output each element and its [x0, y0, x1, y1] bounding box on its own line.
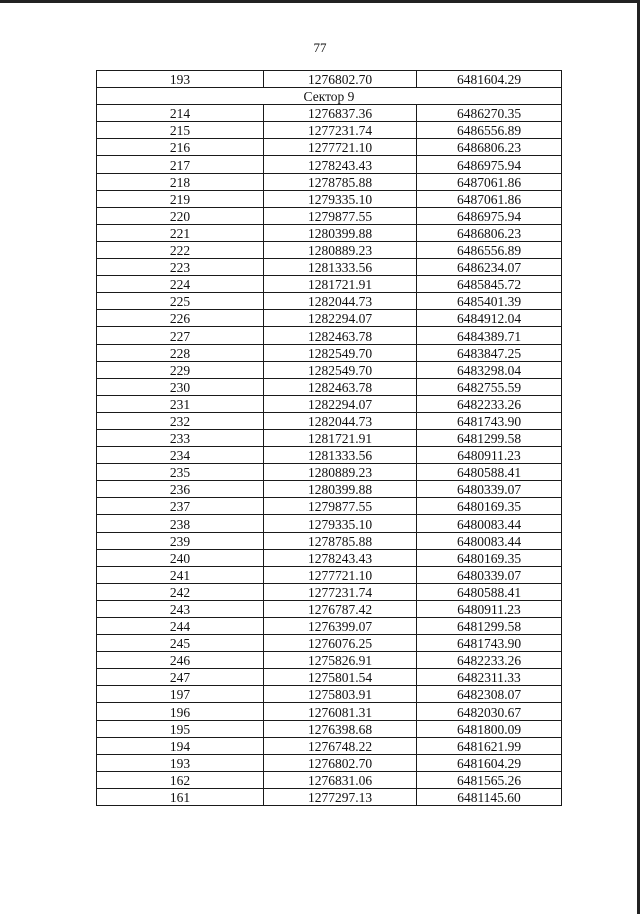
x-coordinate-cell: 1276081.31 [264, 703, 417, 720]
table-row [97, 686, 562, 703]
y-coordinate-cell: 6484912.04 [417, 310, 562, 327]
table-row [97, 293, 562, 310]
point-number-cell: 233 [97, 429, 264, 446]
table-row [97, 105, 562, 122]
table-row [97, 549, 562, 566]
x-coordinate-cell: 1278243.43 [264, 549, 417, 566]
y-coordinate-cell: 6486556.89 [417, 122, 562, 139]
point-number-cell: 239 [97, 532, 264, 549]
point-number-cell: 229 [97, 361, 264, 378]
point-number-cell: 230 [97, 378, 264, 395]
y-coordinate-cell: 6481565.26 [417, 771, 562, 788]
x-coordinate-cell: 1282463.78 [264, 327, 417, 344]
point-number-cell: 193 [97, 71, 264, 88]
table-row [97, 259, 562, 276]
point-number-cell: 216 [97, 139, 264, 156]
x-coordinate-cell: 1277721.10 [264, 566, 417, 583]
x-coordinate-cell: 1278243.43 [264, 156, 417, 173]
sector-label: Сектор 9 [97, 88, 562, 105]
y-coordinate-cell: 6482233.26 [417, 395, 562, 412]
scan-edge-top [0, 0, 640, 3]
table-row [97, 71, 562, 88]
x-coordinate-cell: 1275803.91 [264, 686, 417, 703]
table-row [97, 310, 562, 327]
y-coordinate-cell: 6487061.86 [417, 190, 562, 207]
point-number-cell: 238 [97, 515, 264, 532]
table-row [97, 566, 562, 583]
table-row [97, 378, 562, 395]
table-row [97, 361, 562, 378]
x-coordinate-cell: 1279877.55 [264, 498, 417, 515]
table-row [97, 583, 562, 600]
table-row [97, 344, 562, 361]
point-number-cell: 161 [97, 788, 264, 805]
x-coordinate-cell: 1277297.13 [264, 788, 417, 805]
x-coordinate-cell: 1276398.68 [264, 720, 417, 737]
y-coordinate-cell: 6486806.23 [417, 224, 562, 241]
point-number-cell: 223 [97, 259, 264, 276]
point-number-cell: 217 [97, 156, 264, 173]
y-coordinate-cell: 6481299.58 [417, 618, 562, 635]
table-row [97, 241, 562, 258]
table-row [97, 327, 562, 344]
y-coordinate-cell: 6481800.09 [417, 720, 562, 737]
x-coordinate-cell: 1277721.10 [264, 139, 417, 156]
x-coordinate-cell: 1278785.88 [264, 532, 417, 549]
point-number-cell: 194 [97, 737, 264, 754]
point-number-cell: 231 [97, 395, 264, 412]
x-coordinate-cell: 1282294.07 [264, 395, 417, 412]
table-row [97, 788, 562, 805]
table-row [97, 720, 562, 737]
point-number-cell: 246 [97, 652, 264, 669]
point-number-cell: 228 [97, 344, 264, 361]
x-coordinate-cell: 1281333.56 [264, 447, 417, 464]
point-number-cell: 162 [97, 771, 264, 788]
point-number-cell: 237 [97, 498, 264, 515]
table-row [97, 122, 562, 139]
x-coordinate-cell: 1280399.88 [264, 224, 417, 241]
point-number-cell: 242 [97, 583, 264, 600]
y-coordinate-cell: 6480339.07 [417, 481, 562, 498]
point-number-cell: 241 [97, 566, 264, 583]
x-coordinate-cell: 1276837.36 [264, 105, 417, 122]
table-row [97, 156, 562, 173]
x-coordinate-cell: 1279877.55 [264, 207, 417, 224]
point-number-cell: 225 [97, 293, 264, 310]
point-number-cell: 193 [97, 754, 264, 771]
x-coordinate-cell: 1282549.70 [264, 344, 417, 361]
x-coordinate-cell: 1278785.88 [264, 173, 417, 190]
coordinates-table [96, 70, 562, 806]
y-coordinate-cell: 6480588.41 [417, 583, 562, 600]
y-coordinate-cell: 6481604.29 [417, 71, 562, 88]
coordinates-table-body [97, 71, 562, 806]
table-row [97, 412, 562, 429]
point-number-cell: 236 [97, 481, 264, 498]
table-row [97, 652, 562, 669]
point-number-cell: 227 [97, 327, 264, 344]
table-row [97, 754, 562, 771]
y-coordinate-cell: 6480339.07 [417, 566, 562, 583]
x-coordinate-cell: 1282294.07 [264, 310, 417, 327]
table-row [97, 515, 562, 532]
y-coordinate-cell: 6480083.44 [417, 532, 562, 549]
y-coordinate-cell: 6480169.35 [417, 498, 562, 515]
x-coordinate-cell: 1282044.73 [264, 412, 417, 429]
x-coordinate-cell: 1282463.78 [264, 378, 417, 395]
point-number-cell: 219 [97, 190, 264, 207]
y-coordinate-cell: 6482233.26 [417, 652, 562, 669]
point-number-cell: 235 [97, 464, 264, 481]
y-coordinate-cell: 6481145.60 [417, 788, 562, 805]
x-coordinate-cell: 1281721.91 [264, 429, 417, 446]
y-coordinate-cell: 6480169.35 [417, 549, 562, 566]
x-coordinate-cell: 1275826.91 [264, 652, 417, 669]
table-row [97, 395, 562, 412]
y-coordinate-cell: 6480083.44 [417, 515, 562, 532]
table-row [97, 635, 562, 652]
point-number-cell: 226 [97, 310, 264, 327]
point-number-cell: 215 [97, 122, 264, 139]
x-coordinate-cell: 1280399.88 [264, 481, 417, 498]
x-coordinate-cell: 1276399.07 [264, 618, 417, 635]
x-coordinate-cell: 1279335.10 [264, 515, 417, 532]
table-row [97, 618, 562, 635]
point-number-cell: 222 [97, 241, 264, 258]
y-coordinate-cell: 6485401.39 [417, 293, 562, 310]
y-coordinate-cell: 6486806.23 [417, 139, 562, 156]
x-coordinate-cell: 1276787.42 [264, 600, 417, 617]
table-row [97, 207, 562, 224]
point-number-cell: 247 [97, 669, 264, 686]
y-coordinate-cell: 6481621.99 [417, 737, 562, 754]
table-row [97, 139, 562, 156]
table-row [97, 190, 562, 207]
x-coordinate-cell: 1276802.70 [264, 71, 417, 88]
table-row [97, 532, 562, 549]
x-coordinate-cell: 1275801.54 [264, 669, 417, 686]
x-coordinate-cell: 1280889.23 [264, 464, 417, 481]
point-number-cell: 195 [97, 720, 264, 737]
y-coordinate-cell: 6482308.07 [417, 686, 562, 703]
y-coordinate-cell: 6481604.29 [417, 754, 562, 771]
x-coordinate-cell: 1281333.56 [264, 259, 417, 276]
table-row [97, 703, 562, 720]
y-coordinate-cell: 6486270.35 [417, 105, 562, 122]
point-number-cell: 214 [97, 105, 264, 122]
y-coordinate-cell: 6487061.86 [417, 173, 562, 190]
y-coordinate-cell: 6486975.94 [417, 156, 562, 173]
table-row [97, 224, 562, 241]
x-coordinate-cell: 1276748.22 [264, 737, 417, 754]
y-coordinate-cell: 6483847.25 [417, 344, 562, 361]
y-coordinate-cell: 6482755.59 [417, 378, 562, 395]
point-number-cell: 243 [97, 600, 264, 617]
x-coordinate-cell: 1280889.23 [264, 241, 417, 258]
table-row [97, 447, 562, 464]
y-coordinate-cell: 6480588.41 [417, 464, 562, 481]
table-row [97, 276, 562, 293]
page-number: 77 [313, 40, 327, 55]
point-number-cell: 240 [97, 549, 264, 566]
table-row [97, 771, 562, 788]
point-number-cell: 232 [97, 412, 264, 429]
point-number-cell: 221 [97, 224, 264, 241]
table-row [97, 600, 562, 617]
y-coordinate-cell: 6486234.07 [417, 259, 562, 276]
y-coordinate-cell: 6480911.23 [417, 600, 562, 617]
y-coordinate-cell: 6481743.90 [417, 412, 562, 429]
x-coordinate-cell: 1277231.74 [264, 583, 417, 600]
y-coordinate-cell: 6480911.23 [417, 447, 562, 464]
x-coordinate-cell: 1282044.73 [264, 293, 417, 310]
point-number-cell: 197 [97, 686, 264, 703]
x-coordinate-cell: 1281721.91 [264, 276, 417, 293]
x-coordinate-cell: 1277231.74 [264, 122, 417, 139]
y-coordinate-cell: 6486975.94 [417, 207, 562, 224]
sector-header-row [97, 88, 562, 105]
point-number-cell: 244 [97, 618, 264, 635]
y-coordinate-cell: 6486556.89 [417, 241, 562, 258]
point-number-cell: 224 [97, 276, 264, 293]
x-coordinate-cell: 1276802.70 [264, 754, 417, 771]
point-number-cell: 234 [97, 447, 264, 464]
point-number-cell: 218 [97, 173, 264, 190]
table-row [97, 669, 562, 686]
x-coordinate-cell: 1279335.10 [264, 190, 417, 207]
table-row [97, 173, 562, 190]
y-coordinate-cell: 6482030.67 [417, 703, 562, 720]
table-row [97, 481, 562, 498]
y-coordinate-cell: 6485845.72 [417, 276, 562, 293]
x-coordinate-cell: 1276076.25 [264, 635, 417, 652]
y-coordinate-cell: 6481299.58 [417, 429, 562, 446]
point-number-cell: 196 [97, 703, 264, 720]
x-coordinate-cell: 1276831.06 [264, 771, 417, 788]
point-number-cell: 245 [97, 635, 264, 652]
point-number-cell: 220 [97, 207, 264, 224]
table-row [97, 737, 562, 754]
y-coordinate-cell: 6484389.71 [417, 327, 562, 344]
table-row [97, 464, 562, 481]
y-coordinate-cell: 6483298.04 [417, 361, 562, 378]
table-row [97, 429, 562, 446]
y-coordinate-cell: 6481743.90 [417, 635, 562, 652]
table-row [97, 498, 562, 515]
x-coordinate-cell: 1282549.70 [264, 361, 417, 378]
y-coordinate-cell: 6482311.33 [417, 669, 562, 686]
